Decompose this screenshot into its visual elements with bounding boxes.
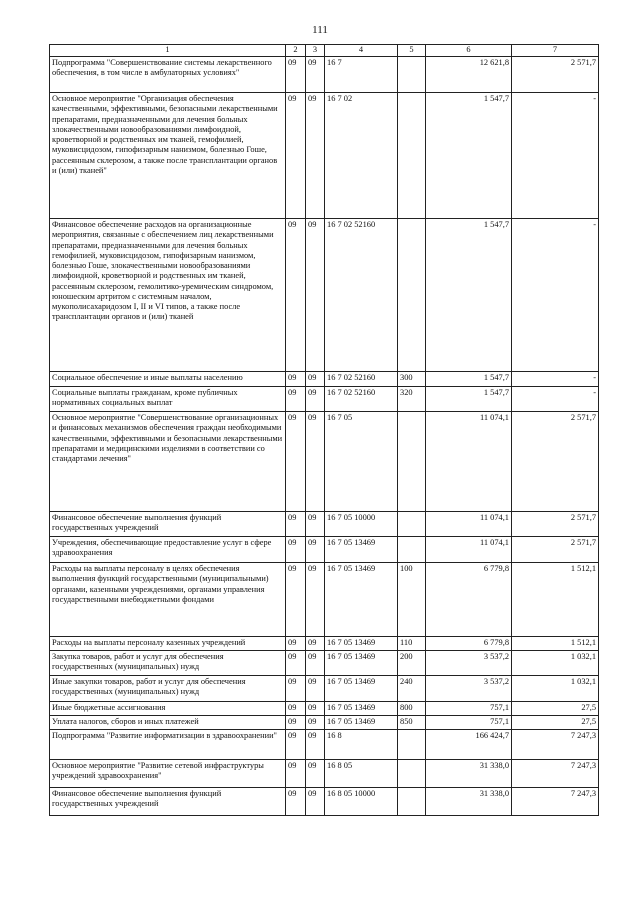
- row-name: Подпрограмма "Совершенствование системы лекарственного обеспечения, в том числе в амбулаторных условиях": [50, 57, 286, 93]
- row-section: 09: [286, 760, 306, 788]
- table-row: [50, 651, 599, 676]
- row-section: 09: [286, 676, 306, 702]
- row-expense-type: [398, 788, 426, 816]
- row-expense-type: [398, 219, 426, 372]
- row-name: Основное мероприятие "Организация обеспечения качественными, эффективными, безопасными лекарственными препаратами, предназначенными для лечения больных злокачественными новообразованиями лимфоидной, кроветворной и родственных им тканей, гемофилией, муковисцидозом, гипофизарным нанизмом, болезнью Гоше, рассеянным склерозом, а также после трансплантации органов и (или) тканей": [50, 93, 286, 219]
- row-section: 09: [286, 563, 306, 637]
- row-target-code: 16 7 02: [325, 93, 398, 219]
- row-amount-2: 7 247,3: [512, 760, 599, 788]
- row-amount-1: 1 547,7: [426, 372, 512, 387]
- row-expense-type: [398, 760, 426, 788]
- row-amount-1: 1 547,7: [426, 219, 512, 372]
- row-expense-type: 320: [398, 387, 426, 412]
- table-row: [50, 372, 599, 387]
- row-target-code: 16 8: [325, 730, 398, 760]
- table-row: [50, 57, 599, 93]
- row-target-code: 16 8 05: [325, 760, 398, 788]
- row-subsection: 09: [306, 730, 325, 760]
- row-section: 09: [286, 730, 306, 760]
- table-row: [50, 788, 599, 816]
- row-target-code: 16 7 05 10000: [325, 512, 398, 537]
- row-target-code: 16 8 05 10000: [325, 788, 398, 816]
- row-amount-1: 3 537,2: [426, 676, 512, 702]
- row-name: Финансовое обеспечение выполнения функций государственных учреждений: [50, 512, 286, 537]
- row-section: 09: [286, 651, 306, 676]
- table-row: [50, 637, 599, 651]
- table-row: [50, 412, 599, 512]
- row-amount-1: 12 621,8: [426, 57, 512, 93]
- column-header: 7: [512, 45, 599, 57]
- row-amount-2: -: [512, 93, 599, 219]
- row-amount-1: 6 779,8: [426, 563, 512, 637]
- table-row: [50, 702, 599, 716]
- row-section: 09: [286, 716, 306, 730]
- header-row: [50, 45, 599, 57]
- row-amount-2: 2 571,7: [512, 537, 599, 563]
- row-subsection: 09: [306, 716, 325, 730]
- row-expense-type: [398, 512, 426, 537]
- row-amount-2: 2 571,7: [512, 412, 599, 512]
- row-amount-1: 3 537,2: [426, 651, 512, 676]
- budget-table: [49, 44, 599, 816]
- row-amount-1: 6 779,8: [426, 637, 512, 651]
- row-expense-type: [398, 93, 426, 219]
- row-subsection: 09: [306, 788, 325, 816]
- row-section: 09: [286, 93, 306, 219]
- row-section: 09: [286, 57, 306, 93]
- row-amount-1: 1 547,7: [426, 387, 512, 412]
- row-amount-2: -: [512, 219, 599, 372]
- row-subsection: 09: [306, 93, 325, 219]
- row-expense-type: [398, 537, 426, 563]
- row-amount-1: 11 074,1: [426, 512, 512, 537]
- row-subsection: 09: [306, 637, 325, 651]
- row-subsection: 09: [306, 57, 325, 93]
- row-name: Закупка товаров, работ и услуг для обеспечения государственных (муниципальных) нужд: [50, 651, 286, 676]
- row-expense-type: 850: [398, 716, 426, 730]
- row-subsection: 09: [306, 372, 325, 387]
- row-target-code: 16 7 02 52160: [325, 372, 398, 387]
- row-amount-1: 166 424,7: [426, 730, 512, 760]
- row-amount-2: 1 512,1: [512, 563, 599, 637]
- page-number: 111: [312, 24, 328, 36]
- row-expense-type: [398, 412, 426, 512]
- row-expense-type: [398, 730, 426, 760]
- row-amount-2: 7 247,3: [512, 788, 599, 816]
- row-name: Социальные выплаты гражданам, кроме публичных нормативных социальных выплат: [50, 387, 286, 412]
- row-name: Учреждения, обеспечивающие предоставление услуг в сфере здравоохранения: [50, 537, 286, 563]
- row-section: 09: [286, 387, 306, 412]
- row-target-code: 16 7 05 13469: [325, 563, 398, 637]
- row-name: Уплата налогов, сборов и иных платежей: [50, 716, 286, 730]
- table-row: [50, 730, 599, 760]
- row-target-code: 16 7 05: [325, 412, 398, 512]
- row-section: 09: [286, 512, 306, 537]
- row-subsection: 09: [306, 512, 325, 537]
- row-section: 09: [286, 702, 306, 716]
- row-name: Иные закупки товаров, работ и услуг для обеспечения государственных (муниципальных) нужд: [50, 676, 286, 702]
- row-expense-type: [398, 57, 426, 93]
- row-subsection: 09: [306, 676, 325, 702]
- row-name: Подпрограмма "Развитие информатизации в здравоохранении": [50, 730, 286, 760]
- row-target-code: 16 7: [325, 57, 398, 93]
- row-target-code: 16 7 05 13469: [325, 676, 398, 702]
- column-header: 2: [286, 45, 306, 57]
- row-name: Расходы на выплаты персоналу казенных учреждений: [50, 637, 286, 651]
- table-row: [50, 387, 599, 412]
- row-amount-1: 11 074,1: [426, 537, 512, 563]
- row-expense-type: 100: [398, 563, 426, 637]
- row-expense-type: 110: [398, 637, 426, 651]
- column-header: 5: [398, 45, 426, 57]
- row-subsection: 09: [306, 387, 325, 412]
- row-subsection: 09: [306, 412, 325, 512]
- column-header: 6: [426, 45, 512, 57]
- column-header: 3: [306, 45, 325, 57]
- row-target-code: 16 7 02 52160: [325, 219, 398, 372]
- row-amount-2: -: [512, 387, 599, 412]
- row-section: 09: [286, 637, 306, 651]
- row-name: Расходы на выплаты персоналу в целях обеспечения выполнения функций государственными (муниципальными) органами, казенными учреждениями, органами управления государственными внебюджетными фондами: [50, 563, 286, 637]
- table-row: [50, 537, 599, 563]
- table-row: [50, 716, 599, 730]
- row-section: 09: [286, 412, 306, 512]
- row-target-code: 16 7 05 13469: [325, 651, 398, 676]
- row-section: 09: [286, 219, 306, 372]
- table-row: [50, 760, 599, 788]
- row-amount-2: 27,5: [512, 702, 599, 716]
- row-subsection: 09: [306, 537, 325, 563]
- column-header: 1: [50, 45, 286, 57]
- row-name: Основное мероприятие "Развитие сетевой инфраструктуры учреждений здравоохранения": [50, 760, 286, 788]
- row-amount-1: 1 547,7: [426, 93, 512, 219]
- row-amount-1: 31 338,0: [426, 760, 512, 788]
- table-row: [50, 563, 599, 637]
- column-header: 4: [325, 45, 398, 57]
- row-amount-1: 11 074,1: [426, 412, 512, 512]
- row-target-code: 16 7 05 13469: [325, 702, 398, 716]
- row-expense-type: 300: [398, 372, 426, 387]
- row-name: Финансовое обеспечение выполнения функций государственных учреждений: [50, 788, 286, 816]
- row-name: Иные бюджетные ассигнования: [50, 702, 286, 716]
- row-subsection: 09: [306, 760, 325, 788]
- row-amount-1: 757,1: [426, 702, 512, 716]
- row-subsection: 09: [306, 651, 325, 676]
- table-row: [50, 219, 599, 372]
- row-section: 09: [286, 537, 306, 563]
- row-name: Финансовое обеспечение расходов на организационные мероприятия, связанные с обеспечением лиц лекарственными препаратами, предназначенными для лечения больных гемофилией, муковисцидозом, гипофизарным нанизмом, болезнью Гоше, злокачественными новообразованиями лимфоидной, кроветворной и родственных им тканей, рассеянным склерозом, гемолитико-уремическим синдромом, юношеским артритом с системным началом, мукополисахаридозом I, II и VI типов, а также после трансплантации органов и (или) тканей: [50, 219, 286, 372]
- table-row: [50, 512, 599, 537]
- row-target-code: 16 7 05 13469: [325, 716, 398, 730]
- row-amount-2: 1 032,1: [512, 676, 599, 702]
- table-row: [50, 676, 599, 702]
- row-section: 09: [286, 372, 306, 387]
- row-amount-2: 27,5: [512, 716, 599, 730]
- row-amount-2: -: [512, 372, 599, 387]
- row-expense-type: 240: [398, 676, 426, 702]
- row-amount-1: 31 338,0: [426, 788, 512, 816]
- row-subsection: 09: [306, 219, 325, 372]
- row-subsection: 09: [306, 702, 325, 716]
- row-expense-type: 200: [398, 651, 426, 676]
- row-amount-1: 757,1: [426, 716, 512, 730]
- row-name: Основное мероприятие "Совершенствование организационных и финансовых механизмов обеспечения граждан необходимыми качественными, эффективными и безопасными лекарственными препаратами и медицинскими изделиями в соответствии со стандартами лечения": [50, 412, 286, 512]
- row-amount-2: 1 512,1: [512, 637, 599, 651]
- row-target-code: 16 7 05 13469: [325, 537, 398, 563]
- table-row: [50, 93, 599, 219]
- row-section: 09: [286, 788, 306, 816]
- row-amount-2: 2 571,7: [512, 57, 599, 93]
- row-name: Социальное обеспечение и иные выплаты населению: [50, 372, 286, 387]
- row-subsection: 09: [306, 563, 325, 637]
- row-expense-type: 800: [398, 702, 426, 716]
- row-target-code: 16 7 05 13469: [325, 637, 398, 651]
- row-amount-2: 7 247,3: [512, 730, 599, 760]
- row-target-code: 16 7 02 52160: [325, 387, 398, 412]
- row-amount-2: 1 032,1: [512, 651, 599, 676]
- row-amount-2: 2 571,7: [512, 512, 599, 537]
